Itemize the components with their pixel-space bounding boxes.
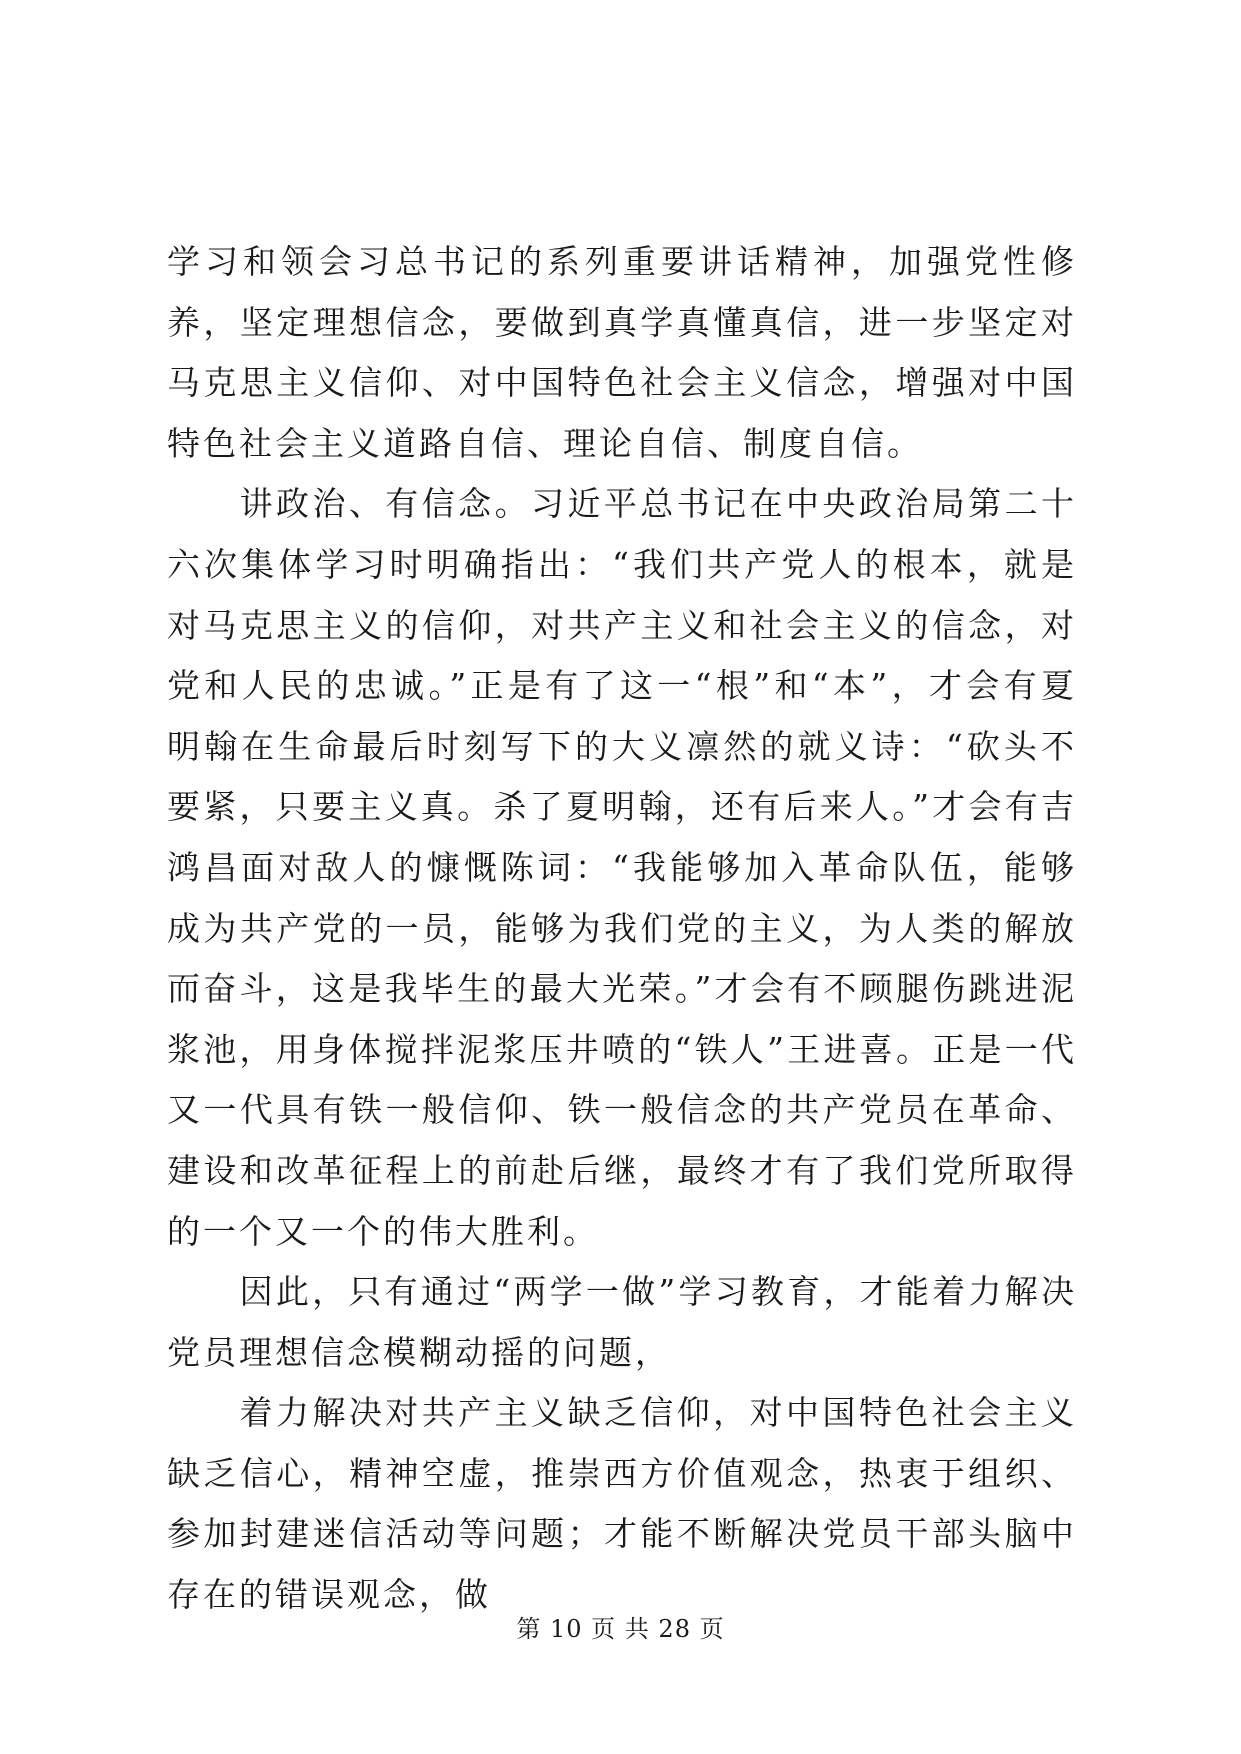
document-body xyxy=(167,232,1077,1626)
paragraph-1: 学习和领会习总书记的系列重要讲话精神，加强党性修养，坚定理想信念，要做到真学真懂真信，进一步坚定对马克思主义信仰、对中国特色社会主义信念，增强对中国特色社会主义道路自信、理论自信、制度自信。 xyxy=(167,242,1077,463)
page-number-footer: 第 10 页 共 28 页 xyxy=(516,1615,725,1643)
paragraph-4: 着力解决对共产主义缺乏信仰，对中国特色社会主义缺乏信心，精神空虚，推崇西方价值观念，热衷于组织、参加封建迷信活动等问题；才能不断解决党员干部头脑中存在的错误观念，做 xyxy=(167,1393,1077,1615)
paragraph-3: 因此，只有通过“两学一做”学习教育，才能着力解决党员理想信念模糊动摇的问题， xyxy=(167,1272,1077,1372)
paragraph-2: 讲政治、有信念。习近平总书记在中央政治局第二十六次集体学习时明确指出：“我们共产党人的根本，就是对马克思主义的信仰，对共产主义和社会主义的信念，对党和人民的忠诚。”正是有了这一“根”和“本”，才会有夏明翰在生命最后时刻写下的大义凛然的就义诗：“砍头不要紧，只要主义真。杀了夏明翰，还有后来人。”才会有吉鸿昌面对敌人的慷慨陈词：“我能够加入革命队伍，能够成为共产党的一员，能够为我们党的主义，为人类的解放而奋斗，这是我毕生的最大光荣。”才会有不顾腿伤跳进泥浆池，用身体搅拌泥浆压井喷的“铁人”王进喜。正是一代又一代具有铁一般信仰、铁一般信念的共产党员在革命、建设和改革征程上的前赴后继，最终才有了我们党所取得的一个又一个的伟大胜利。 xyxy=(167,484,1077,1251)
